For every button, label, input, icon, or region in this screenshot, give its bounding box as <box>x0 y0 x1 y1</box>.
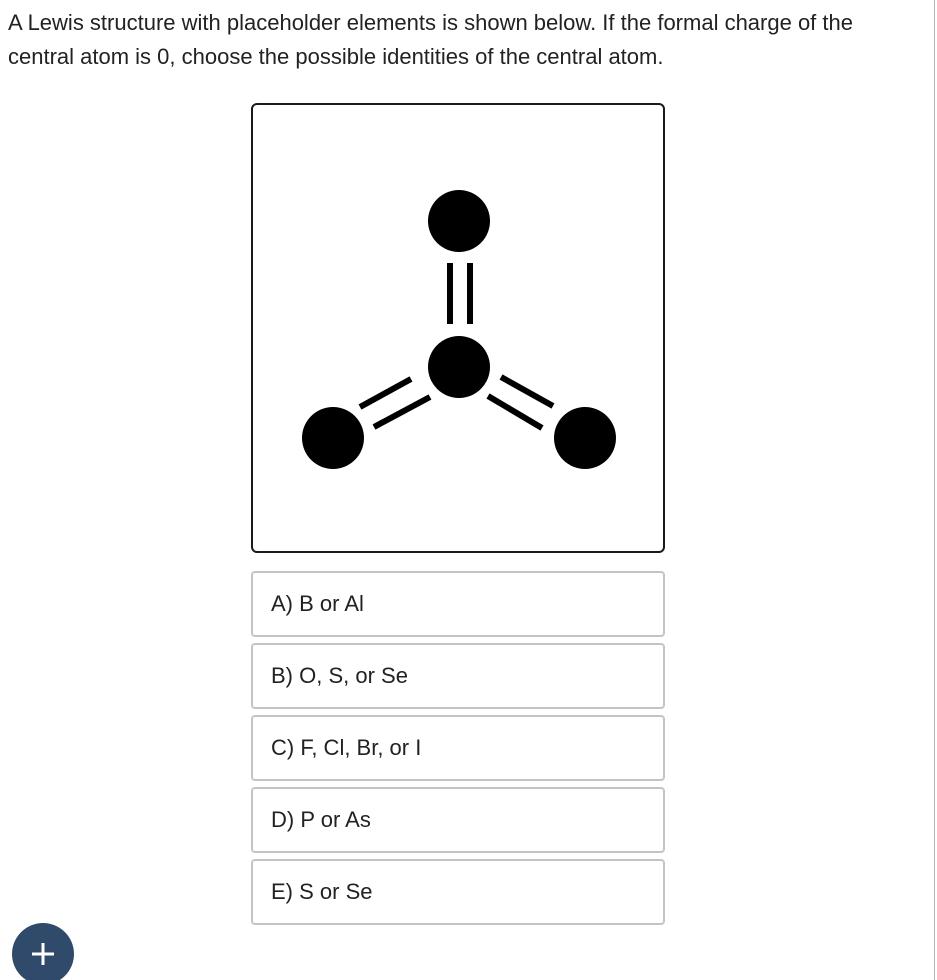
option-e[interactable] <box>251 859 665 925</box>
atom-left <box>302 407 364 469</box>
lewis-structure-figure <box>251 103 665 553</box>
bond-left-line-1 <box>360 379 411 407</box>
option-b-label: B) O, S, or Se <box>271 663 408 688</box>
scrollbar-edge <box>934 0 935 980</box>
option-c[interactable] <box>251 715 665 781</box>
option-d-label: D) P or As <box>271 807 371 832</box>
option-a[interactable] <box>251 571 665 637</box>
atom-top <box>428 190 490 252</box>
option-e-label: E) S or Se <box>271 879 373 904</box>
add-button[interactable] <box>12 923 74 980</box>
option-a-label: A) B or Al <box>271 591 364 616</box>
lewis-structure-diagram <box>253 105 663 551</box>
option-c-label: C) F, Cl, Br, or I <box>271 735 422 760</box>
plus-icon <box>30 941 56 967</box>
bond-left-line-2 <box>374 397 430 427</box>
atom-central <box>428 336 490 398</box>
question-text: A Lewis structure with placeholder elements is shown below. If the formal charge of the central atom is 0, choose the possible identities of the central atom. <box>8 10 853 69</box>
option-b[interactable] <box>251 643 665 709</box>
bond-right-line-2 <box>488 396 542 428</box>
bond-right-line-1 <box>501 377 553 406</box>
answer-options <box>251 571 665 931</box>
option-d[interactable] <box>251 787 665 853</box>
atom-right <box>554 407 616 469</box>
